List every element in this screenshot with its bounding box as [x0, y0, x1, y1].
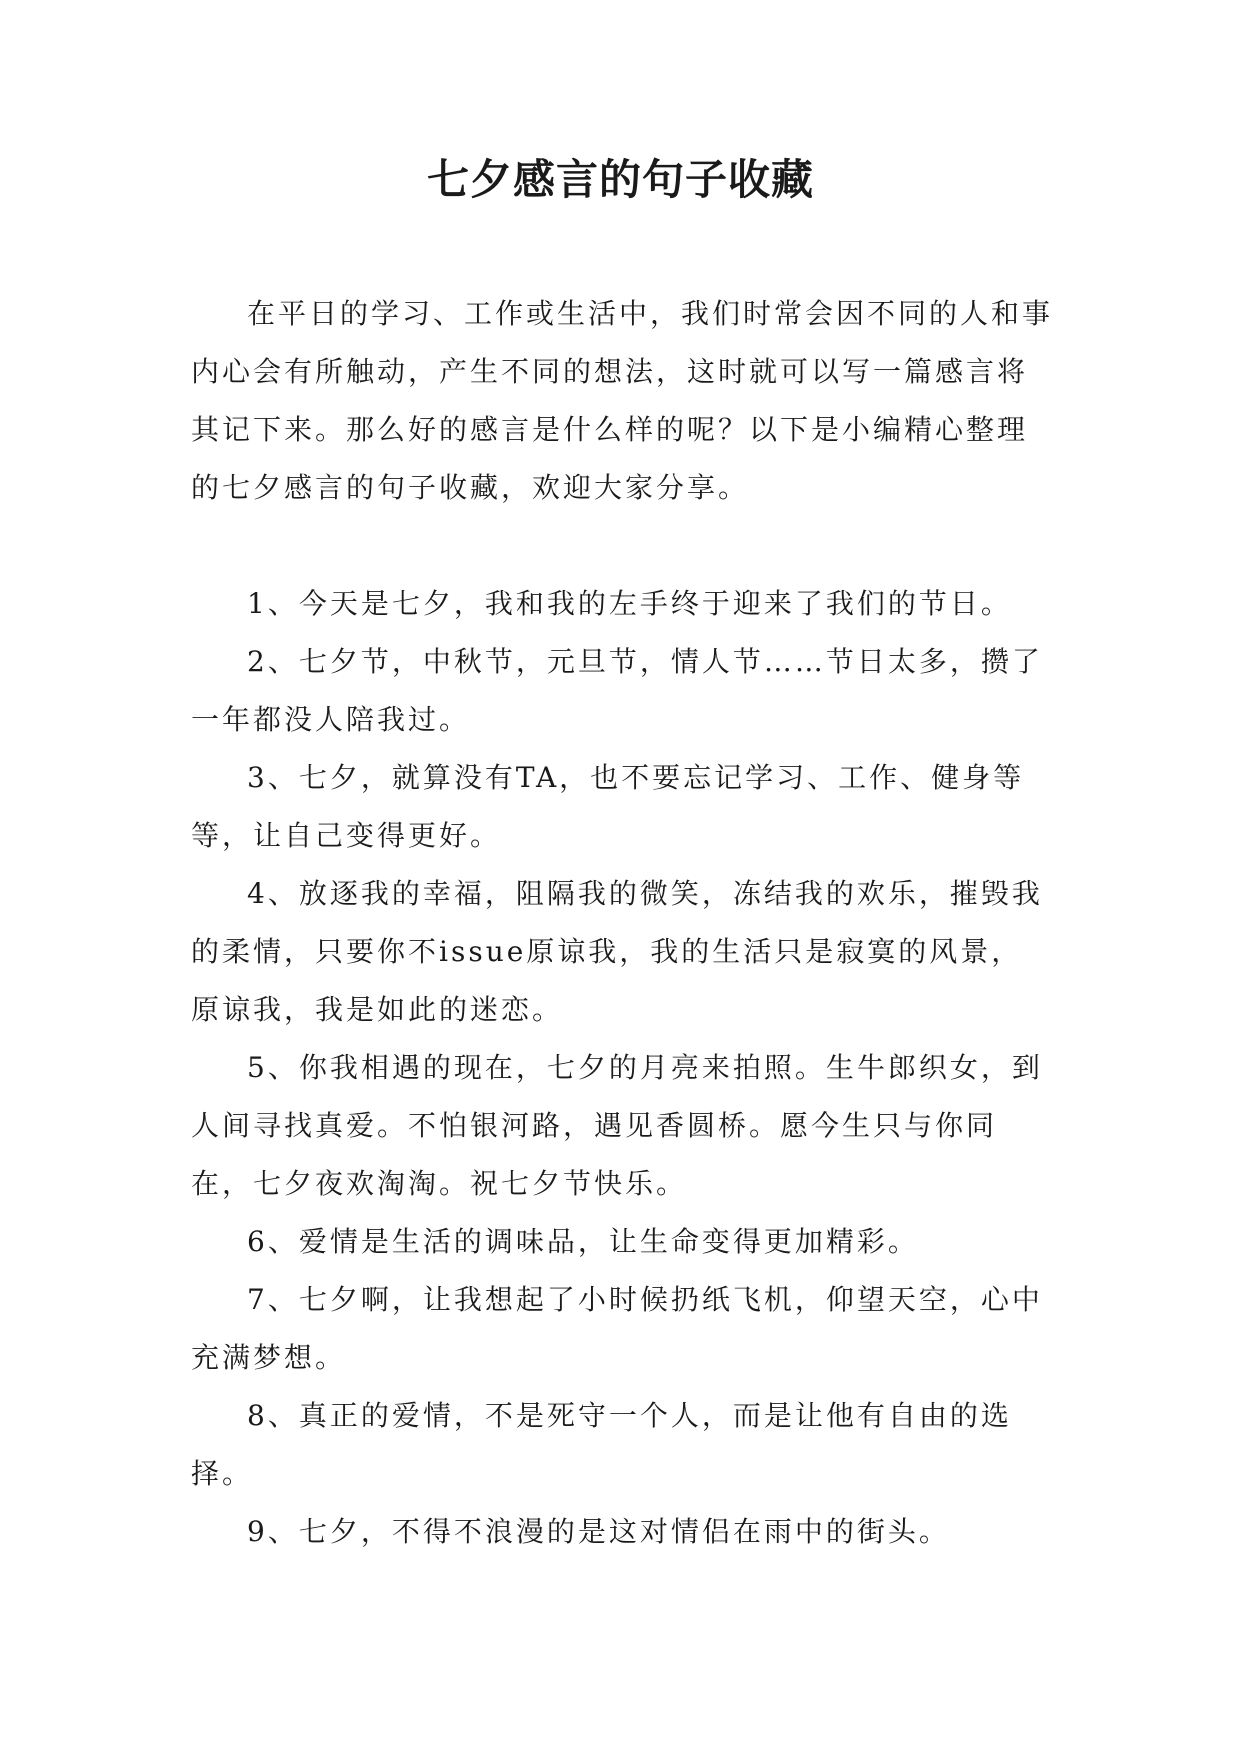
list-item-2: 2、七夕节，中秋节，元旦节，情人节……节日太多，攒了一年都没人陪我过。 [191, 645, 1043, 736]
list-item-4: 4、放逐我的幸福，阻隔我的微笑，冻结我的欢乐，摧毁我的柔情，只要你不issue原谅我，我的生活只是寂寞的风景，原谅我，我是如此的迷恋。 [191, 877, 1043, 1026]
page-title: 七夕感言的句子收藏 [426, 155, 814, 204]
list-item-1: 1、今天是七夕，我和我的左手终于迎来了我们的节日。 [247, 587, 1012, 620]
list-item-3: 3、七夕，就算没有TA，也不要忘记学习、工作、健身等等，让自己变得更好。 [191, 761, 1025, 852]
intro-paragraph: 在平日的学习、工作或生活中，我们时常会因不同的人和事内心会有所触动，产生不同的想法，这时就可以写一篇感言将其记下来。那么好的感言是什么样的呢？以下是小编精心整理的七夕感言的句子收藏，欢迎大家分享。 [191, 297, 1054, 504]
list-item-9: 9、七夕，不得不浪漫的是这对情侣在雨中的街头。 [247, 1515, 950, 1548]
list-item-7: 7、七夕啊，让我想起了小时候扔纸飞机，仰望天空，心中充满梦想。 [191, 1283, 1043, 1374]
document-body [191, 285, 1053, 1561]
list-item-6: 6、爱情是生活的调味品，让生命变得更加精彩。 [247, 1225, 919, 1258]
list-item-5: 5、你我相遇的现在，七夕的月亮来拍照。生牛郎织女，到人间寻找真爱。不怕银河路，遇见香圆桥。愿今生只与你同在，七夕夜欢淘淘。祝七夕节快乐。 [191, 1051, 1043, 1200]
list-item-8: 8、真正的爱情，不是死守一个人，而是让他有自由的选择。 [191, 1399, 1012, 1490]
